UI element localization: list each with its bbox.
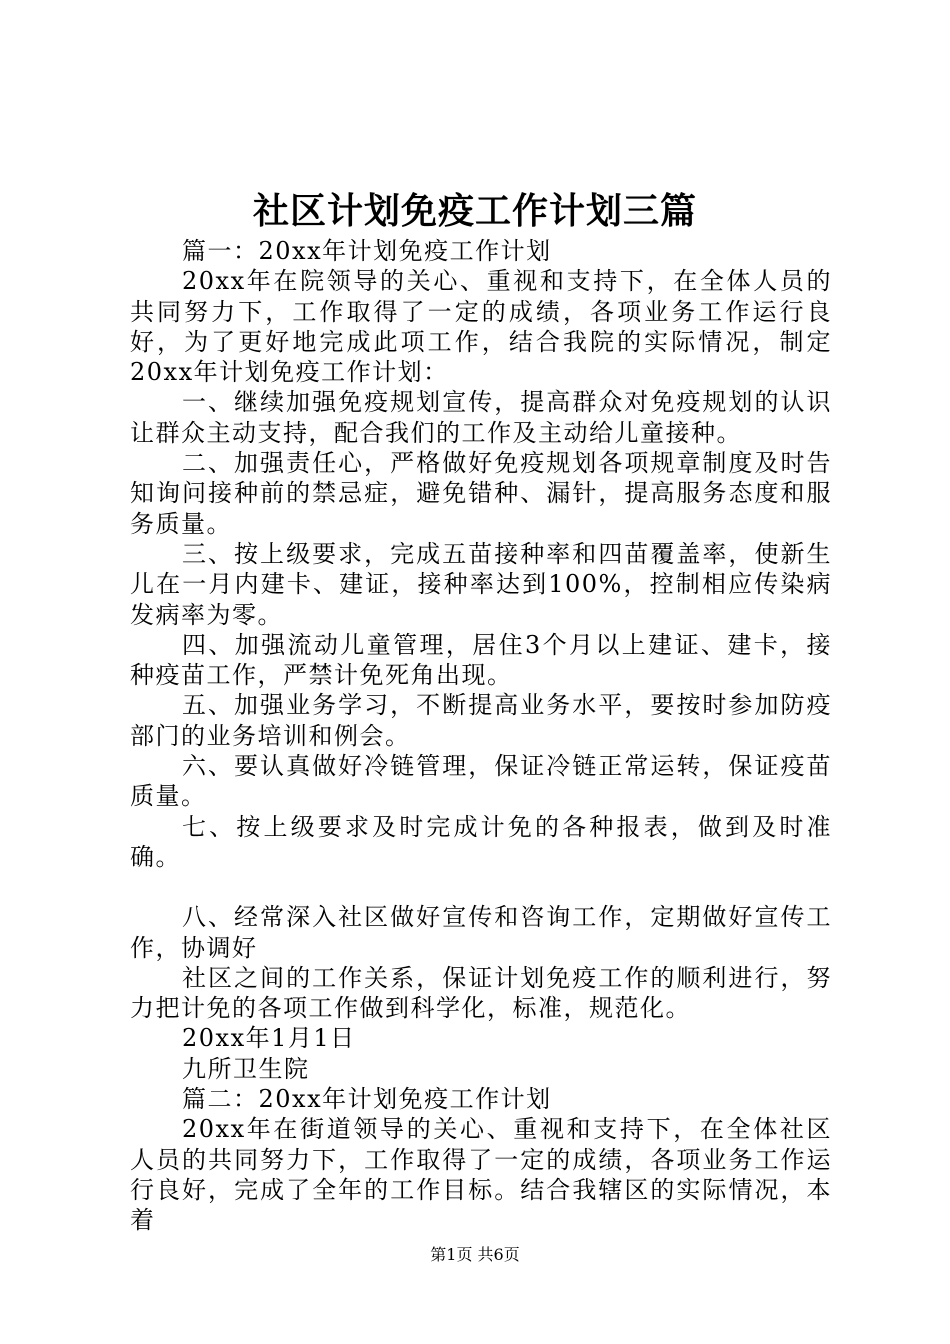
- document-title: 社区计划免疫工作计划三篇: [252, 190, 697, 232]
- page-number: 第1页 共6页: [430, 1245, 520, 1264]
- list-item: 三、按上级要求，完成五苗接种率和四苗覆盖率，使新生儿在一月内建卡、建证，接种率达到100%，控制相应传染病发病率为零。: [130, 539, 832, 629]
- list-item: 八、经常深入社区做好宣传和咨询工作，定期做好宣传工作，协调好: [130, 903, 832, 962]
- signature-line: 九所卫生院: [182, 1054, 310, 1083]
- document-body: [130, 236, 832, 1236]
- list-item: 六、要认真做好冷链管理，保证冷链正常运转，保证疫苗质量。: [130, 752, 832, 811]
- paragraph: 社区之间的工作关系，保证计划免疫工作的顺利进行，努力把计免的各项工作做到科学化，标准，规范化。: [130, 963, 832, 1023]
- date-line: 20xx年1月1日: [182, 1024, 356, 1053]
- paragraph: 20xx年在街道领导的关心、重视和支持下，在全体社区人员的共同努力下，工作取得了一定的成绩，各项业务工作运行良好，完成了全年的工作目标。结合我辖区的实际情况，本着: [130, 1115, 832, 1235]
- section-heading: 篇二：20xx年计划免疫工作计划: [182, 1085, 552, 1114]
- list-item: 一、继续加强免疫规划宣传，提高群众对免疫规划的认识让群众主动支持，配合我们的工作及主动给儿童接种。: [130, 388, 832, 447]
- list-item: 四、加强流动儿童管理，居住3个月以上建证、建卡，接种疫苗工作，严禁计免死角出现。: [130, 630, 832, 690]
- paragraph: 20xx年在院领导的关心、重视和支持下，在全体人员的共同努力下，工作取得了一定的成绩，各项业务工作运行良好，为了更好地完成此项工作，结合我院的实际情况，制定20xx年计划免疫工作计划：: [130, 267, 832, 387]
- list-item: 七、按上级要求及时完成计免的各种报表，做到及时准确。: [130, 812, 832, 871]
- section-heading: 篇一：20xx年计划免疫工作计划: [182, 237, 552, 265]
- list-item: 二、加强责任心，严格做好免疫规划各项规章制度及时告知询问接种前的禁忌症，避免错种、漏针，提高服务态度和服务质量。: [130, 449, 832, 538]
- list-item: 五、加强业务学习，不断提高业务水平，要按时参加防疫部门的业务培训和例会。: [130, 691, 832, 750]
